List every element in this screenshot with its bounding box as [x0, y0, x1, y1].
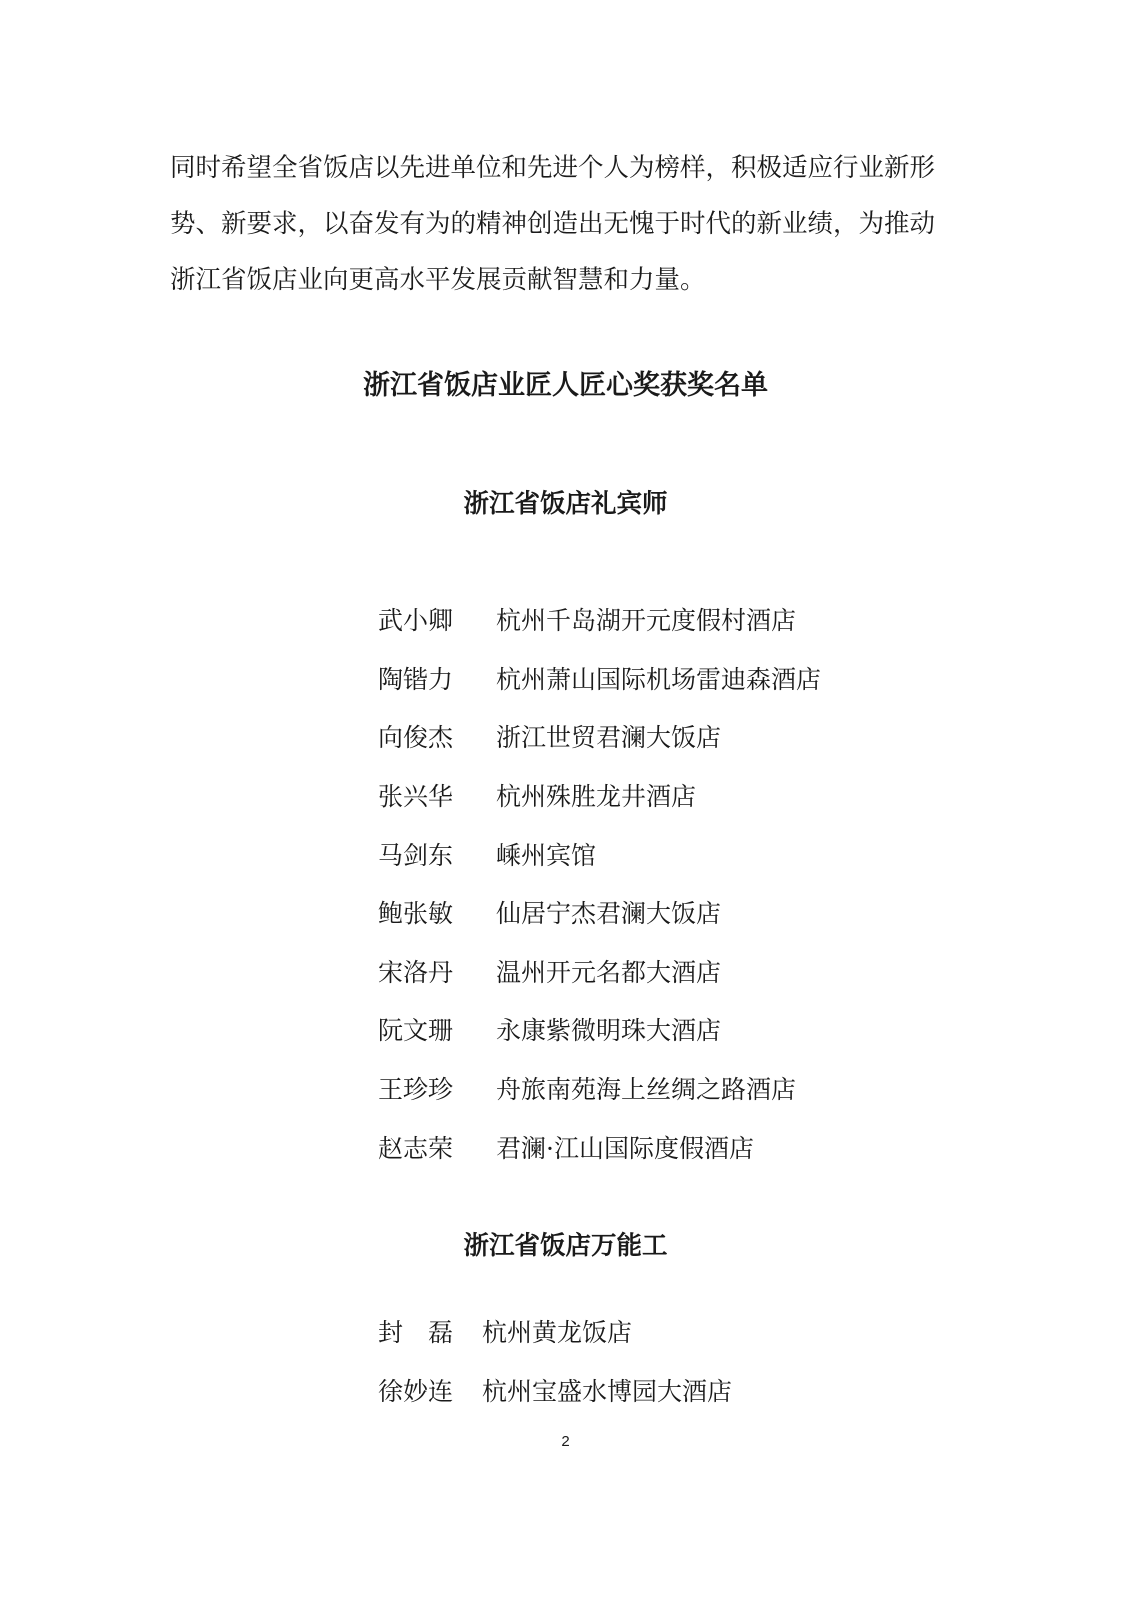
recipient-hotel: 杭州萧山国际机场雷迪森酒店 [496, 664, 822, 694]
recipient-name: 宋洛丹 [378, 957, 454, 987]
award-list-title: 浙江省饭店业匠人匠心奖获奖名单 [363, 370, 768, 401]
list-item [378, 1361, 732, 1420]
recipient-hotel: 温州开元名都大酒店 [496, 957, 722, 987]
recipient-name: 张兴华 [378, 782, 454, 812]
recipient-hotel: 浙江世贸君澜大饭店 [496, 723, 722, 753]
recipient-hotel: 仙居宁杰君澜大饭店 [496, 899, 722, 929]
recipient-name: 封 磊 [378, 1318, 454, 1348]
intro-line: 浙江省饭店业向更高水平发展贡献智慧和力量。 [170, 265, 706, 295]
section-heading-concierge: 浙江省饭店礼宾师 [463, 489, 668, 519]
recipient-hotel: 杭州黄龙饭店 [482, 1318, 633, 1348]
recipient-name: 赵志荣 [378, 1133, 454, 1163]
recipient-name: 陶锴力 [378, 664, 454, 694]
section-heading-handyman: 浙江省饭店万能工 [463, 1231, 668, 1261]
intro-line: 势、新要求，以奋发有为的精神创造出无愧于时代的新业绩，为推动 [170, 209, 936, 239]
handyman-award-list [378, 1302, 732, 1419]
list-item [378, 766, 821, 825]
intro-line: 同时希望全省饭店以先进单位和先进个人为榜样，积极适应行业新形 [170, 153, 936, 183]
list-item [378, 590, 821, 649]
list-item [378, 707, 821, 766]
page-number: 2 [561, 1433, 570, 1450]
recipient-hotel: 舟旅南苑海上丝绸之路酒店 [496, 1075, 797, 1105]
recipient-name: 武小卿 [378, 606, 454, 636]
recipient-hotel: 永康紫微明珠大酒店 [496, 1016, 722, 1046]
list-item [378, 1059, 821, 1118]
list-item [378, 1117, 821, 1176]
recipient-name: 王珍珍 [378, 1075, 454, 1105]
concierge-award-list [378, 590, 821, 1176]
list-item [378, 883, 821, 942]
recipient-hotel: 嵊州宾馆 [496, 840, 597, 870]
recipient-hotel: 杭州殊胜龙井酒店 [496, 782, 697, 812]
recipient-name: 鲍张敏 [378, 899, 454, 929]
recipient-hotel: 君澜·江山国际度假酒店 [496, 1133, 754, 1163]
list-item [378, 1000, 821, 1059]
recipient-name: 向俊杰 [378, 723, 454, 753]
recipient-hotel: 杭州千岛湖开元度假村酒店 [496, 606, 797, 636]
recipient-name: 马剑东 [378, 840, 454, 870]
recipient-hotel: 杭州宝盛水博园大酒店 [482, 1376, 733, 1406]
list-item [378, 942, 821, 1001]
recipient-name: 阮文珊 [378, 1016, 454, 1046]
recipient-name: 徐妙连 [378, 1376, 454, 1406]
list-item [378, 1302, 732, 1361]
intro-paragraph [170, 140, 960, 308]
list-item [378, 824, 821, 883]
list-item [378, 649, 821, 708]
